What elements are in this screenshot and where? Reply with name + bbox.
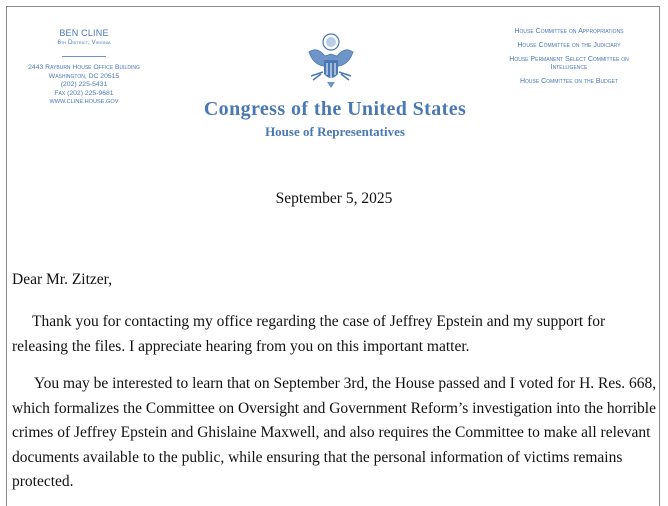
office-contact-block xyxy=(14,28,154,105)
district-label: 6th District, Virginia xyxy=(57,39,111,46)
divider xyxy=(62,56,106,57)
committee-item: House Permanent Select Committee on Intelligence xyxy=(509,56,629,71)
website-link[interactable]: WWW.CLINE.HOUSE.GOV xyxy=(49,99,119,105)
fax-number: Fax (202) 225-9681 xyxy=(54,89,114,97)
phone-number: (202) 225-5431 xyxy=(60,81,108,88)
committee-item: House Committee on the Judiciary xyxy=(517,42,621,49)
house-subtitle: House of Representatives xyxy=(265,124,405,139)
committee-item: House Committee on Appropriations xyxy=(514,28,624,35)
committee-item: House Committee on the Budget xyxy=(519,78,619,85)
address-line-2: Washington, DC 20515 xyxy=(48,72,120,80)
congress-title: Congress of the United States xyxy=(203,98,467,120)
body-paragraph: Thank you for contacting my office regarding the case of Jeffrey Epstein and my support for releasing the files. I appreciate hearing from you on this important matter. xyxy=(12,313,606,355)
body-paragraph: You may be interested to learn that on September 3rd, the House passed and I voted for H. Res. 668, which formalizes the Committee on Oversight and Government Reform’s investigation into the horrible crimes of Jeffrey Epstein and Ghislaine Maxwell, and also requires the Committee to make all relevant documents available to the public, while ensuring that the personal information of victims remains protected. xyxy=(12,375,657,490)
address-line-1: 2443 Rayburn House Office Building xyxy=(28,64,140,71)
committee-list xyxy=(486,28,652,92)
great-seal-eagle-icon xyxy=(303,32,359,92)
salutation: Dear Mr. Zitzer, xyxy=(12,271,113,288)
representative-name: BEN CLINE xyxy=(59,28,109,38)
letter-date: September 5, 2025 xyxy=(275,190,393,207)
